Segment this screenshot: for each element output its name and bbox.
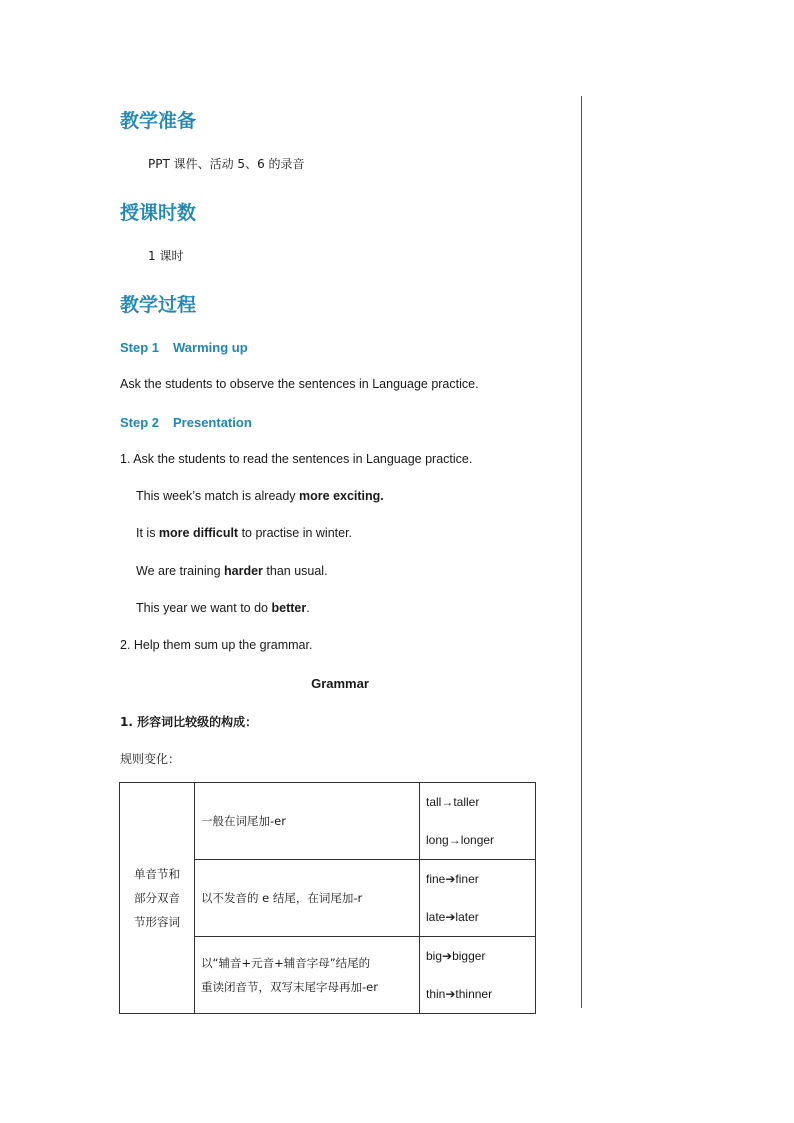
rule-cell: 以不发音的 e 结尾，在词尾加-r [195, 860, 420, 937]
example-cell: tall→taller long→longer [420, 783, 536, 860]
step1-text: Ask the students to observe the sentences in Language practice. [120, 377, 479, 391]
step2-item1: 1. Ask the students to read the sentences in Language practice. [120, 452, 473, 466]
step2-title: Presentation [173, 415, 252, 430]
hours-text: 1 课时 [148, 249, 184, 263]
rule-cell: 一般在词尾加-er [195, 783, 420, 860]
step1-title: Warming up [173, 340, 248, 355]
step2-label: Step 2 [120, 415, 160, 430]
heading-teaching-prep: 教学准备 [120, 110, 197, 132]
prep-text: PPT 课件、活动 5、6 的录音 [148, 157, 305, 171]
example-sentence: This year we want to do better. [136, 601, 310, 615]
heading-teaching-process: 教学过程 [120, 294, 197, 316]
grammar-title: Grammar [311, 676, 369, 691]
step1-heading [120, 340, 248, 355]
heading-class-hours: 授课时数 [120, 202, 197, 224]
table-row [120, 783, 536, 860]
example-sentence: We are training harder than usual. [136, 564, 328, 578]
example-cell: fine➔finer late➔later [420, 860, 536, 937]
category-cell: 单音节和 部分双音 节形容词 [120, 783, 195, 1014]
step2-item2: 2. Help them sum up the grammar. [120, 638, 313, 652]
rule-cell: 以“辅音+元音+辅音字母”结尾的 重读闭音节，双写末尾字母再加-er [195, 937, 420, 1014]
step1-label: Step 1 [120, 340, 160, 355]
step2-heading [120, 415, 252, 430]
regular-change-label: 规则变化： [120, 752, 181, 766]
grammar-subheading: 1. 形容词比较级的构成： [120, 715, 258, 729]
example-sentence: This week’s match is already more exciting. [136, 489, 384, 503]
example-cell: big➔bigger thin➔thinner [420, 937, 536, 1014]
margin-line [581, 96, 582, 1008]
comparative-table [119, 782, 536, 1014]
example-sentence: It is more difficult to practise in winter. [136, 526, 353, 540]
